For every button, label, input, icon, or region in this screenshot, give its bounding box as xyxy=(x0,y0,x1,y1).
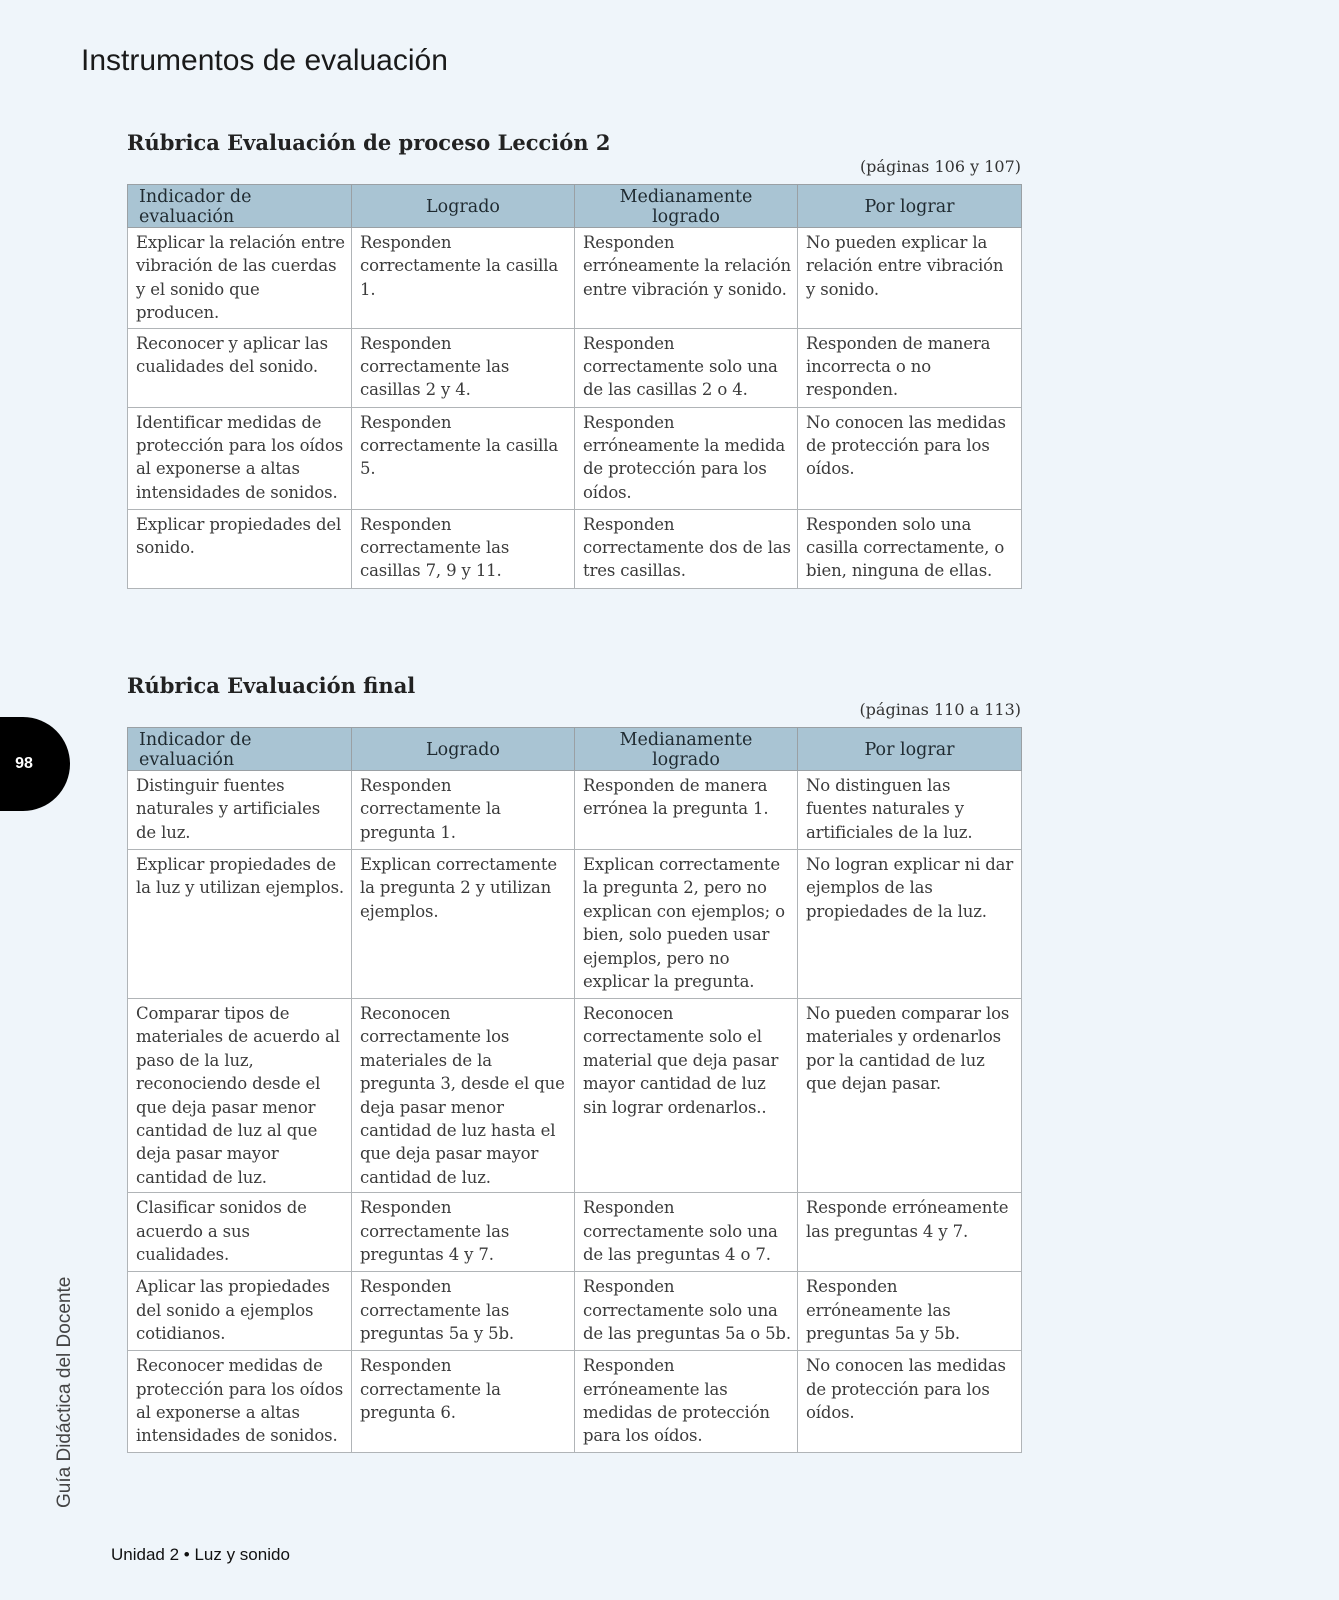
table-cell: No pueden explicar la relación entre vibración y sonido. xyxy=(798,228,1022,329)
table-cell: Responden solo una casilla correctamente, o bien, ninguna de ellas. xyxy=(798,509,1022,588)
table-cell: Responden erróneamente las medidas de protección para los oídos. xyxy=(575,1351,798,1453)
table-cell: Responden correctamente la pregunta 1. xyxy=(352,771,575,850)
table-row xyxy=(128,1193,1022,1272)
rubric-final-pages-note: (páginas 110 a 113) xyxy=(859,700,1021,719)
table-cell: Responden correctamente solo una de las preguntas 4 o 7. xyxy=(575,1193,798,1272)
table-cell: No conocen las medidas de protección para los oídos. xyxy=(798,407,1022,509)
table-cell: Responden correctamente las casillas 7, 9 y 11. xyxy=(352,509,575,588)
table-cell: Responden correctamente la pregunta 6. xyxy=(352,1351,575,1453)
table-cell: Responden correctamente dos de las tres casillas. xyxy=(575,509,798,588)
rubric-process-pages-note: (páginas 106 y 107) xyxy=(859,157,1021,176)
table-cell: Distinguir fuentes naturales y artificiales de luz. xyxy=(128,771,352,850)
table-row xyxy=(128,1272,1022,1351)
table-row xyxy=(128,407,1022,509)
table-cell: Clasificar sonidos de acuerdo a sus cualidades. xyxy=(128,1193,352,1272)
table-cell: Identificar medidas de protección para los oídos al exponerse a altas intensidades de sonidos. xyxy=(128,407,352,509)
table-cell: Responden erróneamente la medida de protección para los oídos. xyxy=(575,407,798,509)
table-row xyxy=(128,228,1022,329)
table-cell: No pueden comparar los materiales y ordenarlos por la cantidad de luz que dejan pasar. xyxy=(798,999,1022,1193)
header-indicador: Indicador de evaluación xyxy=(128,728,352,771)
table-cell: Responden correctamente la casilla 5. xyxy=(352,407,575,509)
table-row xyxy=(128,1351,1022,1453)
table-cell: Responde erróneamente las preguntas 4 y 7. xyxy=(798,1193,1022,1272)
table-cell: Explicar propiedades del sonido. xyxy=(128,509,352,588)
table-header-row xyxy=(128,185,1022,228)
rubric-final-title: Rúbrica Evaluación final xyxy=(127,673,416,698)
table-cell: Responden correctamente las casillas 2 y 4. xyxy=(352,328,575,407)
table-cell: Reconocen correctamente los materiales de la pregunta 3, desde el que deja pasar menor cantidad de luz hasta el que deja pasar mayor cantidad de luz. xyxy=(352,999,575,1193)
page-title: Instrumentos de evaluación xyxy=(81,44,448,77)
page-number: 98 xyxy=(15,755,33,772)
page-number-tab xyxy=(0,717,70,811)
footer-unit-label: Unidad 2 • Luz y sonido xyxy=(111,1545,290,1564)
rubric-process-section xyxy=(127,130,1021,589)
table-cell: Explicar propiedades de la luz y utilizan ejemplos. xyxy=(128,850,352,999)
table-cell: Explicar la relación entre vibración de las cuerdas y el sonido que producen. xyxy=(128,228,352,329)
table-cell: Aplicar las propiedades del sonido a ejemplos cotidianos. xyxy=(128,1272,352,1351)
header-por-lograr: Por lograr xyxy=(798,728,1022,771)
table-cell: Responden erróneamente la relación entre vibración y sonido. xyxy=(575,228,798,329)
header-logrado: Logrado xyxy=(352,728,575,771)
table-cell: Responden correctamente solo una de las casillas 2 o 4. xyxy=(575,328,798,407)
table-cell: Comparar tipos de materiales de acuerdo al paso de la luz, reconociendo desde el que deja pasar menor cantidad de luz al que deja pasar mayor cantidad de luz. xyxy=(128,999,352,1193)
table-row xyxy=(128,850,1022,999)
header-medianamente-logrado: Medianamente logrado xyxy=(575,185,798,228)
table-header-row xyxy=(128,728,1022,771)
side-label: Guía Didáctica del Docente xyxy=(54,1276,75,1508)
rubric-final-table xyxy=(127,727,1022,1453)
table-cell: Responden de manera incorrecta o no responden. xyxy=(798,328,1022,407)
rubric-process-title: Rúbrica Evaluación de proceso Lección 2 xyxy=(127,130,611,155)
header-logrado: Logrado xyxy=(352,185,575,228)
table-row xyxy=(128,328,1022,407)
table-cell: Responden correctamente las preguntas 5a y 5b. xyxy=(352,1272,575,1351)
table-cell: Reconocer y aplicar las cualidades del sonido. xyxy=(128,328,352,407)
table-row xyxy=(128,509,1022,588)
table-cell: Responden erróneamente las preguntas 5a y 5b. xyxy=(798,1272,1022,1351)
header-medianamente-logrado: Medianamente logrado xyxy=(575,728,798,771)
header-indicador: Indicador de evaluación xyxy=(128,185,352,228)
rubric-process-table xyxy=(127,184,1022,589)
table-cell: Reconocer medidas de protección para los oídos al exponerse a altas intensidades de sonidos. xyxy=(128,1351,352,1453)
table-cell: No distinguen las fuentes naturales y artificiales de la luz. xyxy=(798,771,1022,850)
table-cell: No logran explicar ni dar ejemplos de las propiedades de la luz. xyxy=(798,850,1022,999)
header-por-lograr: Por lograr xyxy=(798,185,1022,228)
table-cell: Responden correctamente la casilla 1. xyxy=(352,228,575,329)
table-row xyxy=(128,771,1022,850)
table-cell: Explican correctamente la pregunta 2 y utilizan ejemplos. xyxy=(352,850,575,999)
table-cell: Responden de manera errónea la pregunta 1. xyxy=(575,771,798,850)
rubric-final-section xyxy=(127,673,1021,1453)
table-cell: No conocen las medidas de protección para los oídos. xyxy=(798,1351,1022,1453)
table-row xyxy=(128,999,1022,1193)
table-cell: Responden correctamente las preguntas 4 y 7. xyxy=(352,1193,575,1272)
table-cell: Explican correctamente la pregunta 2, pero no explican con ejemplos; o bien, solo pueden usar ejemplos, pero no explicar la pregunta. xyxy=(575,850,798,999)
table-cell: Responden correctamente solo una de las preguntas 5a o 5b. xyxy=(575,1272,798,1351)
table-cell: Reconocen correctamente solo el material que deja pasar mayor cantidad de luz sin lograr ordenarlos.. xyxy=(575,999,798,1193)
